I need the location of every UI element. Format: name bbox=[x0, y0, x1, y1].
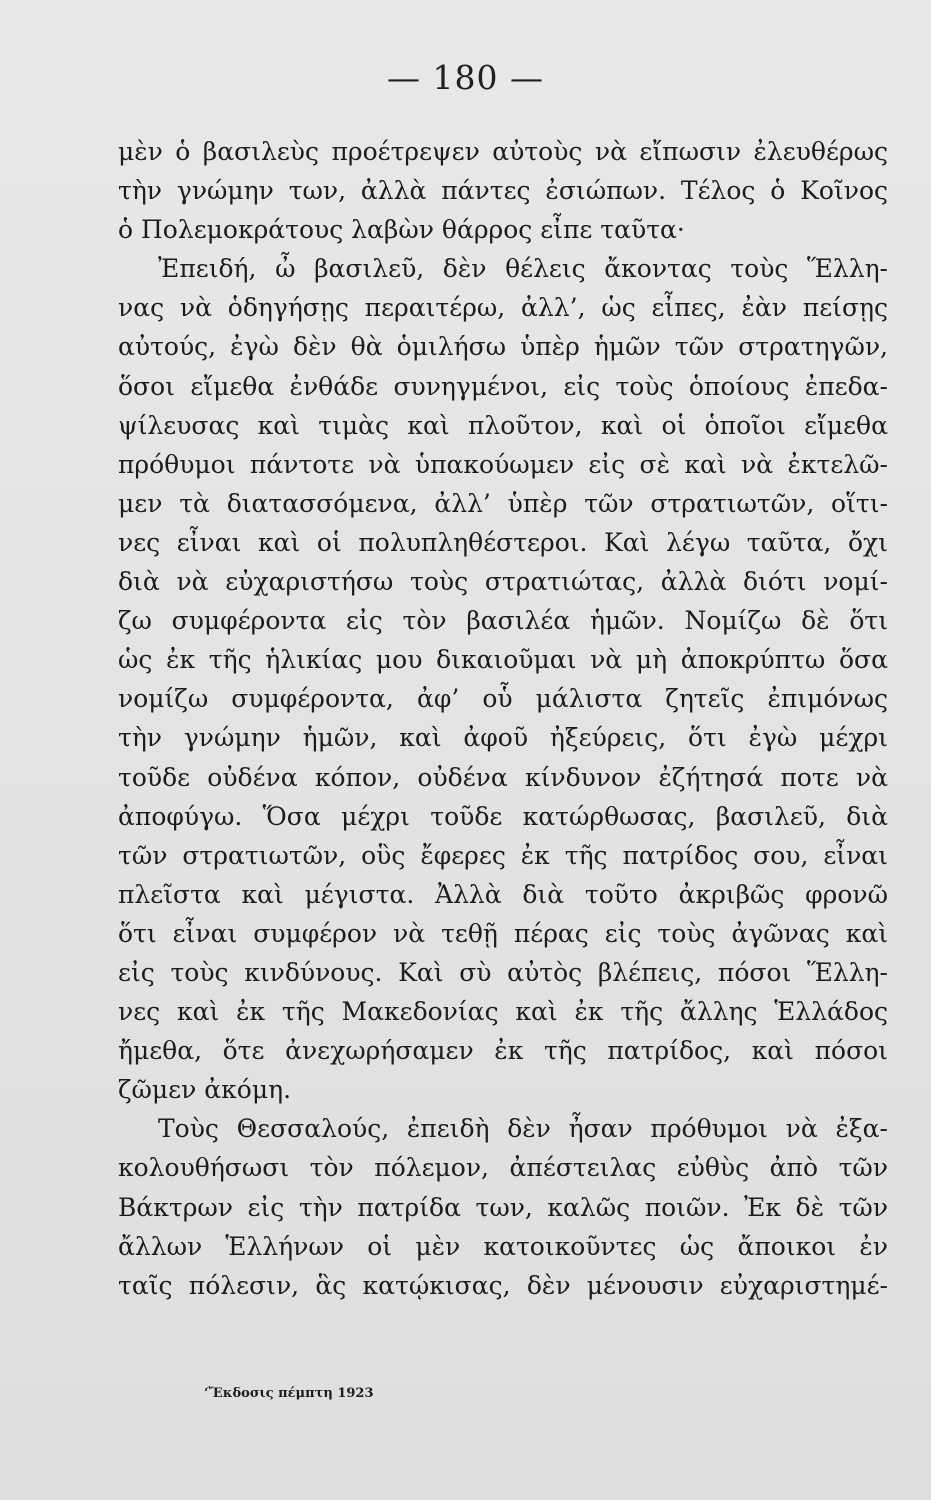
text-line: κολουθήσωσι τὸν πόλεμον, ἀπέστειλας εὐθὺς ἀπὸ τῶν bbox=[118, 1153, 888, 1183]
text-line: ὡς ἐκ τῆς ἡλικίας μου δικαιοῦμαι νὰ μὴ ἀποκρύπτω ὅσα bbox=[118, 645, 888, 675]
text-line: τοῦδε οὐδένα κόπον, οὐδένα κίνδυνον ἐζήτησά ποτε νὰ bbox=[118, 762, 888, 792]
text-line: Ἐπειδή, ὦ βασιλεῦ, δὲν θέλεις ἄκοντας τοὺς Ἕλλη- bbox=[158, 254, 888, 284]
text-line: ταῖς πόλεσιν, ἃς κατῴκισας, δὲν μένουσιν εὐχαριστημέ- bbox=[118, 1270, 888, 1300]
text-line: ἄλλων Ἑλλήνων οἱ μὲν κατοικοῦντες ὡς ἄποικοι ἐν bbox=[118, 1231, 888, 1261]
text-line: μεν τὰ διατασσόμενα, ἀλλ’ ὑπὲρ τῶν στρατιωτῶν, οἵτι- bbox=[118, 488, 888, 518]
text-line: ὅτι εἶναι συμφέρον νὰ τεθῇ πέρας εἰς τοὺς ἀγῶνας καὶ bbox=[118, 918, 888, 948]
text-line: πρόθυμοι πάντοτε νὰ ὑπακούωμεν εἰς σὲ καὶ νὰ ἐκτελῶ- bbox=[118, 449, 888, 479]
text-line: ψίλευσας καὶ τιμὰς καὶ πλοῦτον, καὶ οἱ ὁποῖοι εἴμεθα bbox=[118, 410, 888, 440]
text-line: ἤμεθα, ὅτε ἀνεχωρήσαμεν ἐκ τῆς πατρίδος, καὶ πόσοι bbox=[118, 1036, 888, 1066]
page-number: — 180 — bbox=[387, 58, 544, 97]
edition-footer: ‘Ἔκδοσις πέμπτη 1923 bbox=[204, 1386, 374, 1401]
text-line: διὰ νὰ εὐχαριστήσω τοὺς στρατιώτας, ἀλλὰ διότι νομί- bbox=[118, 567, 888, 597]
text-line: Τοὺς Θεσσαλούς, ἐπειδὴ δὲν ἦσαν πρόθυμοι νὰ ἐξα- bbox=[158, 1114, 888, 1144]
text-line: ἀποφύγω. Ὅσα μέχρι τοῦδε κατώρθωσας, βασιλεῦ, διὰ bbox=[118, 801, 888, 831]
text-line: νας νὰ ὁδηγήσῃς περαιτέρω, ἀλλ’, ὡς εἶπες, ἐὰν πείσῃς bbox=[118, 293, 888, 323]
text-line: τὴν γνώμην ἡμῶν, καὶ ἀφοῦ ἠξεύρεις, ὅτι ἐγὼ μέχρι bbox=[118, 723, 888, 753]
body-text bbox=[118, 132, 888, 1305]
text-line: Βάκτρων εἰς τὴν πατρίδα των, καλῶς ποιῶν. Ἐκ δὲ τῶν bbox=[118, 1192, 888, 1222]
text-line: νες καὶ ἐκ τῆς Μακεδονίας καὶ ἐκ τῆς ἄλλης Ἑλλάδος bbox=[118, 997, 888, 1027]
text-line: τὴν γνώμην των, ἀλλὰ πάντες ἐσιώπων. Τέλος ὁ Κοῖνος bbox=[118, 176, 888, 206]
text-line: ζῶμεν ἀκόμη. bbox=[118, 1075, 292, 1105]
text-line: ὁ Πολεμοκράτους λαβὼν θάρρος εἶπε ταῦτα· bbox=[118, 215, 685, 245]
text-line: νομίζω συμφέροντα, ἀφ’ οὗ μάλιστα ζητεῖς ἐπιμόνως bbox=[118, 684, 888, 714]
text-line: πλεῖστα καὶ μέγιστα. Ἀλλὰ διὰ τοῦτο ἀκριβῶς φρονῶ bbox=[118, 879, 888, 909]
text-line: τῶν στρατιωτῶν, οὓς ἔφερες ἐκ τῆς πατρίδος σου, εἶναι bbox=[118, 840, 888, 870]
text-line: εἰς τοὺς κινδύνους. Καὶ σὺ αὐτὸς βλέπεις, πόσοι Ἕλλη- bbox=[118, 957, 888, 987]
text-line: αὐτούς, ἐγὼ δὲν θὰ ὁμιλήσω ὑπὲρ ἡμῶν τῶν στρατηγῶν, bbox=[118, 332, 888, 362]
text-line: ὅσοι εἴμεθα ἐνθάδε συνηγμένοι, εἰς τοὺς ὁποίους ἐπεδα- bbox=[118, 371, 888, 401]
text-line: ζω συμφέροντα εἰς τὸν βασιλέα ἡμῶν. Νομίζω δὲ ὅτι bbox=[118, 606, 888, 636]
text-line: μὲν ὁ βασιλεὺς προέτρεψεν αὐτοὺς νὰ εἴπωσιν ἐλευθέρως bbox=[118, 137, 888, 166]
text-line: νες εἶναι καὶ οἱ πολυπληθέστεροι. Καὶ λέγω ταῦτα, ὄχι bbox=[118, 527, 888, 557]
